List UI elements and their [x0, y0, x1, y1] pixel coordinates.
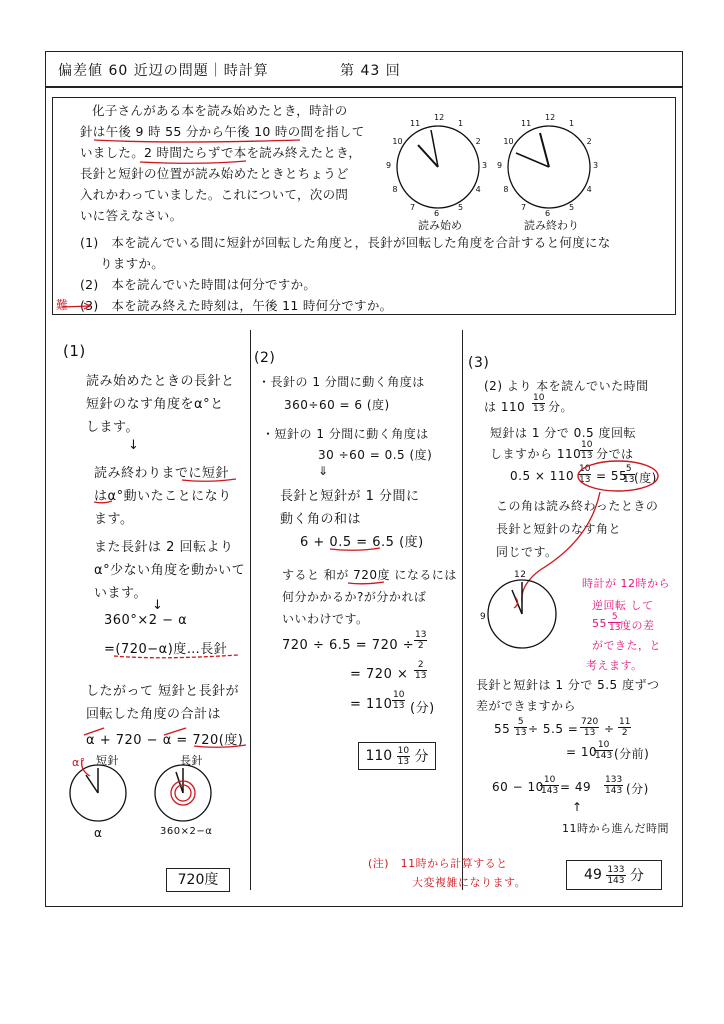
s3-note-red: 大変複雑になります。 — [412, 876, 527, 889]
clock-number: 2 — [475, 137, 481, 146]
s3-line: ÷ — [604, 722, 615, 736]
clock-number: 6 — [434, 209, 440, 218]
s2-line: ・長針の 1 分間に動く角度は — [258, 375, 425, 389]
s2-frac-c: $\frac{10}{13}$ — [393, 690, 405, 711]
s3-frac-t: $\frac{10}{13}$ — [533, 393, 545, 414]
s1-line: 短針のなす角度をα°と — [86, 397, 224, 412]
s3-line: 0.5 × 110 — [510, 469, 575, 483]
s3-line: (分) — [626, 782, 649, 796]
s1-fig-label: 長針 — [180, 754, 203, 767]
s3-note-pink: 55 — [592, 617, 607, 630]
clock-number: 12 — [545, 113, 556, 122]
s3-note-pink: 考えます。 — [586, 659, 643, 672]
s3-frac-t3: $\frac{10}{13}$ — [579, 464, 591, 485]
s3-line: 長針と短針は 1 分で 5.5 度ずつ — [476, 678, 660, 692]
s3-frac-s: $\frac{10}{143}$ — [595, 740, 613, 761]
clock-number: 9 — [497, 161, 503, 170]
s1-line: =(720−α)度…長針 — [104, 642, 228, 657]
s2-line: すると 和が 720度 になるには — [282, 568, 457, 582]
s3-note-pink: 逆回転 して — [592, 599, 654, 612]
clock-start-label: 読み始め — [418, 219, 462, 232]
clock-number: 2 — [586, 137, 592, 146]
s2-line: 何分かかるか?が分かれば — [282, 590, 427, 604]
question-line-5: 入れかわっていました。これについて，次の問 — [80, 187, 349, 202]
s3-line: 60 − 10 — [492, 780, 544, 794]
clock-number: 7 — [521, 202, 527, 212]
clock-number: 10 — [392, 137, 403, 146]
s1-line: α + 720 − α = 720(度) — [86, 733, 244, 748]
clock-number: 1 — [569, 119, 575, 129]
s3-line: = 49 — [560, 780, 592, 794]
clock-number: 5 — [569, 202, 575, 212]
s1-line: ↓ — [128, 438, 140, 453]
s3-frac-t2: $\frac{10}{13}$ — [581, 440, 593, 461]
s3-line: ÷ 5.5 = — [528, 722, 579, 736]
s1-fig-label: α° — [72, 756, 86, 769]
s3-line: = 55 — [596, 469, 628, 483]
section2-answer: 110 $\frac{10}{13}$ 分 — [358, 742, 436, 770]
s3-line: は 110 — [484, 400, 526, 414]
s3-line: 11時から進んだ時間 — [562, 822, 669, 835]
s1-line: 読み終わりまでに短針 — [94, 466, 230, 481]
s2-line: 6 + 0.5 = 6.5 (度) — [300, 535, 424, 550]
clock-end-label: 読み終わり — [524, 219, 579, 232]
clock-number: 3 — [593, 161, 599, 170]
question-item-1: (1) 本を読んでいる間に短針が回転した角度と，長針が回転した角度を合計すると何度にな — [80, 235, 611, 250]
clock-number: 7 — [410, 202, 416, 212]
clock-number: 10 — [503, 137, 514, 146]
s3-line: (分前) — [614, 747, 650, 761]
s3-note-pink: 時計が 12時から — [582, 577, 670, 590]
s3-line: 短針は 1 分で 0.5 度回転 — [490, 426, 636, 440]
s2-line: = 110 — [350, 697, 393, 712]
s3-line: (2) より 本を読んでいた時間 — [484, 379, 649, 393]
s2-frac-a: $\frac{13}{2}$ — [415, 630, 427, 651]
s2-frac-b: $\frac{2}{13}$ — [415, 660, 427, 681]
clock-number: 4 — [586, 185, 592, 194]
question-item-3: (3) 本を読み終えた時刻は，午後 11 時何分ですか。 — [80, 298, 393, 313]
clock-number: 12 — [434, 113, 445, 122]
question-line-2: 針は午後 9 時 55 分から午後 10 時の間を指して — [80, 124, 365, 139]
s2-line: 360÷60 = 6 (度) — [284, 398, 390, 412]
s1-line: 読み始めたときの長針と — [86, 374, 235, 389]
s3-fig-label: 9 — [480, 612, 487, 622]
clock-number: 3 — [482, 161, 488, 170]
s2-line: いいわけです。 — [282, 612, 369, 626]
clock-number: 6 — [545, 209, 551, 218]
s1-line: ↓ — [152, 598, 164, 613]
s3-line: ↑ — [572, 800, 583, 814]
s1-line: はα°動いたことになり — [94, 489, 232, 504]
s3-line: 長針と短針のなす角と — [496, 522, 622, 536]
clock-number: 8 — [392, 185, 398, 194]
s1-fig-label: 短針 — [96, 754, 119, 767]
s3-note-pink: 度の差 — [620, 619, 655, 632]
s3-note-pink: ができた，と — [592, 639, 661, 652]
s3-line: この角は読み終わったときの — [496, 499, 659, 513]
page-title: 偏差値 60 近辺の問題｜時計算 — [58, 63, 269, 79]
s2-line: ⇓ — [318, 464, 329, 478]
question-line-1: 化子さんがある本を読み始めたとき，時計の — [92, 103, 348, 118]
s3-note-frac: $\frac{5}{13}$ — [609, 612, 621, 633]
s3-frac-q: $\frac{11}{2}$ — [619, 717, 631, 738]
s3-line: (度) — [634, 471, 657, 485]
s1-line: 回転した角度の合計は — [86, 707, 222, 722]
s3-line: 55 — [494, 722, 511, 736]
s1-line: したがって 短針と長針が — [86, 684, 240, 699]
s1-line: ます。 — [94, 512, 134, 527]
clock-number: 5 — [458, 202, 464, 212]
s3-frac-r: $\frac{5}{13}$ — [623, 464, 635, 485]
s1-line: います。 — [94, 586, 147, 601]
hard-mark: 難 — [56, 298, 69, 312]
s1-line: α°少ない角度を動かいて — [94, 563, 246, 578]
section1-answer: 720度 — [166, 868, 230, 892]
s3-line: しますから 110 — [490, 447, 582, 461]
question-line-4: 長針と短針の位置が読み始めたときとちょうど — [80, 166, 349, 181]
s3-frac-p: $\frac{720}{13}$ — [581, 717, 599, 738]
s1-line: また長針は 2 回転より — [94, 540, 234, 555]
s3-line: 差ができますから — [476, 699, 577, 713]
s3-line: = 10 — [566, 745, 598, 759]
question-item-1-cont: りますか。 — [100, 256, 165, 271]
clock-number: 1 — [458, 119, 464, 129]
s2-line: = 720 × — [350, 667, 409, 682]
s3-line: 分では — [596, 447, 634, 461]
s2-line: 動く角の和は — [280, 512, 362, 527]
s3-line: 同じです。 — [496, 545, 558, 559]
s2-line: ・短針の 1 分間に動く角度は — [262, 427, 429, 441]
clock-number: 11 — [521, 119, 532, 129]
clock-number: 8 — [503, 185, 509, 194]
section1-label: (1) — [63, 342, 86, 360]
s1-fig-label: 360×2−α — [160, 826, 213, 837]
round-number: 第 43 回 — [340, 63, 401, 79]
s2-line: 長針と短針が 1 分間に — [280, 489, 420, 504]
s3-note-red: (注) 11時から計算すると — [368, 857, 508, 870]
s1-fig-label: α — [94, 826, 103, 840]
clock-number: 11 — [410, 119, 421, 129]
s3-frac-s2: $\frac{10}{143}$ — [541, 775, 559, 796]
s3-fig-label: 12 — [514, 570, 527, 580]
s1-line: します。 — [86, 420, 139, 435]
s3-line: 分。 — [548, 400, 574, 414]
s2-line: (分) — [410, 701, 435, 716]
section3-answer: 49 $\frac{133}{143}$ 分 — [566, 860, 662, 890]
question-line-3: いました。2 時間たらずで本を読み終えたとき， — [80, 145, 362, 160]
question-line-6: いに答えなさい。 — [80, 208, 183, 223]
clock-number: 4 — [475, 185, 481, 194]
s3-frac-u: $\frac{133}{143}$ — [605, 775, 623, 796]
section2-label: (2) — [254, 350, 276, 366]
clock-number: 9 — [386, 161, 392, 170]
question-item-2: (2) 本を読んでいた時間は何分ですか。 — [80, 277, 317, 292]
s3-frac-r2: $\frac{5}{13}$ — [515, 717, 527, 738]
s2-line: 30 ÷60 = 0.5 (度) — [318, 448, 433, 462]
s1-line: 360°×2 − α — [104, 613, 188, 628]
section3-label: (3) — [468, 355, 490, 371]
s2-line: 720 ÷ 6.5 = 720 ÷ — [282, 638, 415, 653]
